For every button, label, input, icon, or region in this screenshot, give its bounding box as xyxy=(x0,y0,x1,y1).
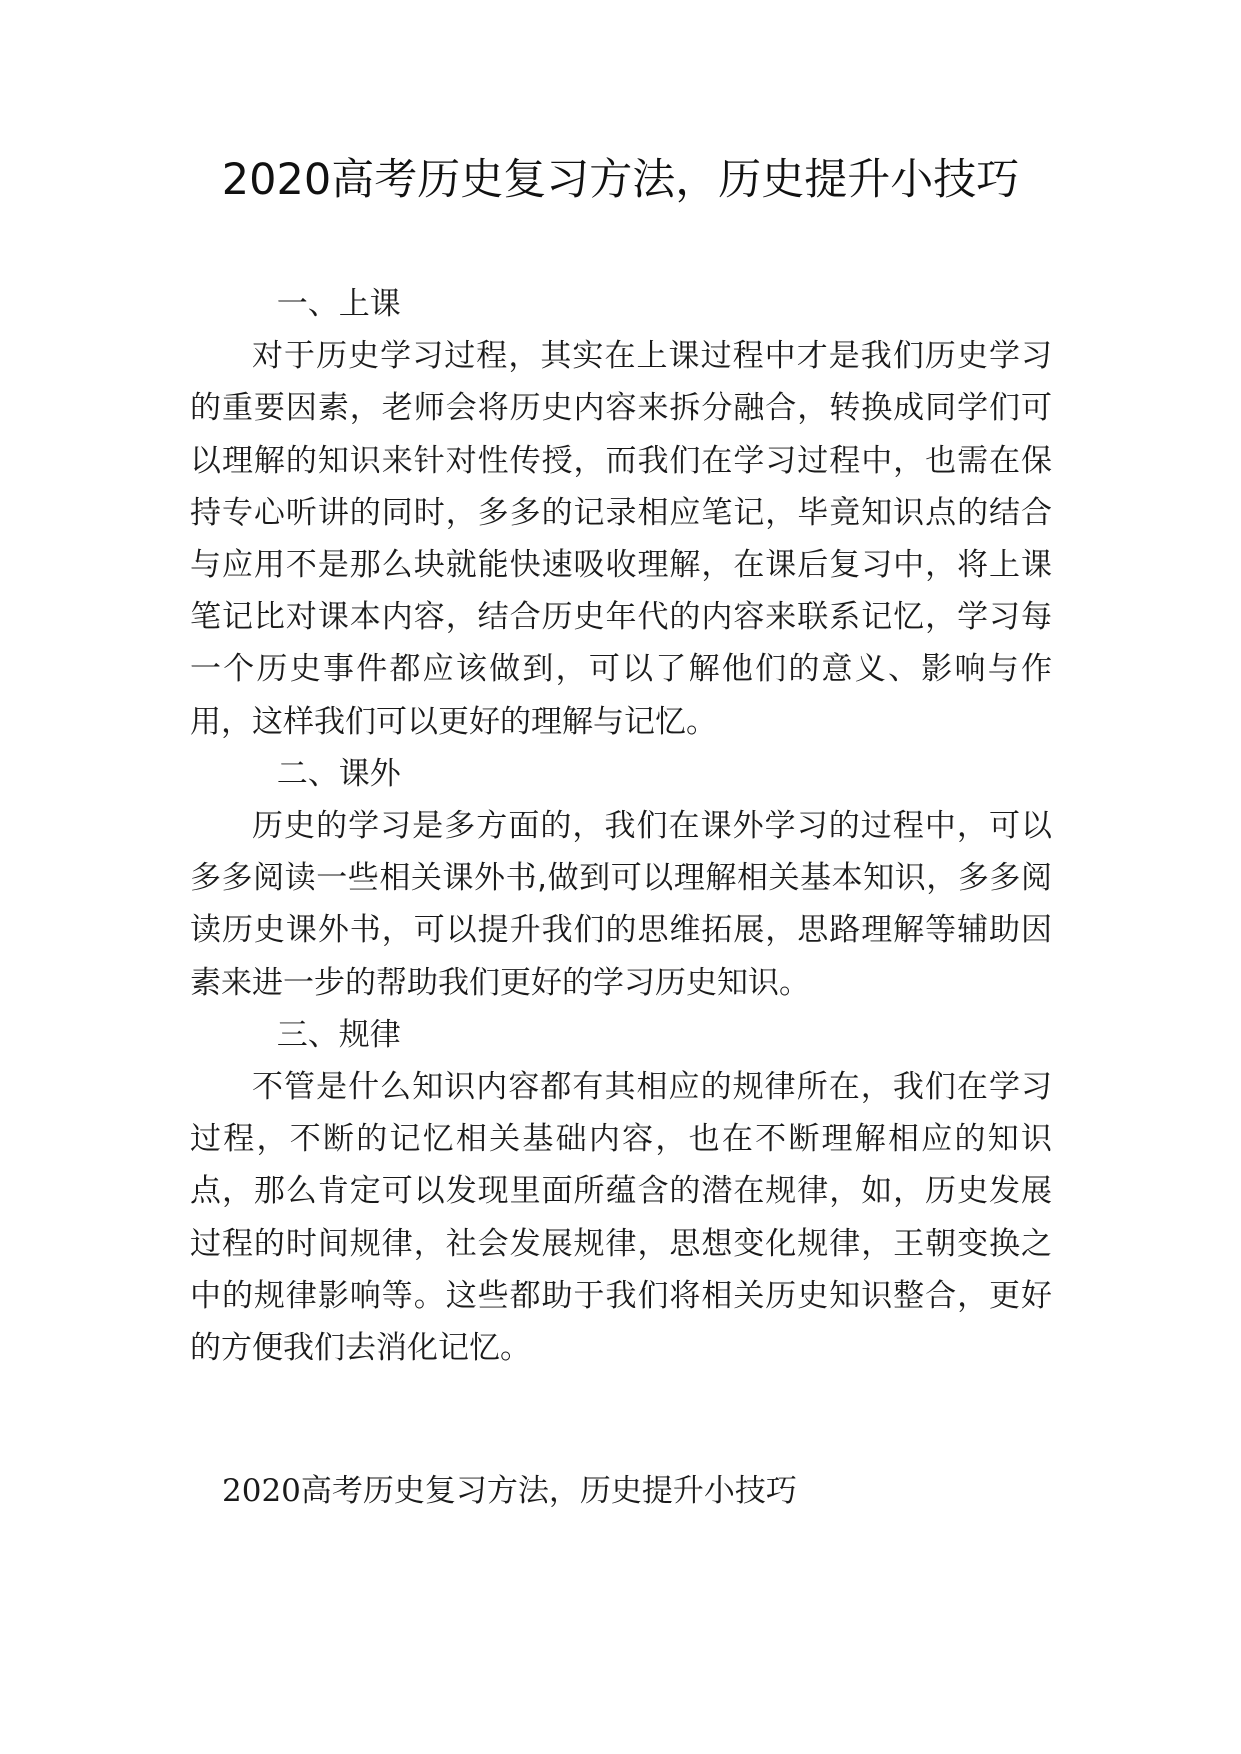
document-title: 2020高考历史复习方法，历史提升小技巧 xyxy=(221,155,1020,205)
section-paragraph-extracurricular: 历史的学习是多方面的，我们在课外学习的过程中，可以多多阅读一些相关课外书,做到可以理解相关基本知识，多多阅读历史课外书，可以提升我们的思维拓展，思路理解等辅助因素来进一步的帮助我们更好的学习历史知识。 xyxy=(190,808,1052,1001)
section-heading-class: 一、上课 xyxy=(276,286,401,322)
section-paragraph-class: 对于历史学习过程，其实在上课过程中才是我们历史学习的重要因素，老师会将历史内容来拆分融合，转换成同学们可以理解的知识来针对性传授，而我们在学习过程中，也需在保持专心听讲的同时，多多的记录相应笔记，毕竟知识点的结合与应用不是那么块就能快速吸收理解，在课后复习中，将上课笔记比对课本内容，结合历史年代的内容来联系记忆，学习每一个历史事件都应该做到，可以了解他们的意义、影响与作用，这样我们可以更好的理解与记忆。 xyxy=(190,338,1052,740)
footer-title: 2020高考历史复习方法，历史提升小技巧 xyxy=(222,1473,797,1509)
section-heading-extracurricular: 二、课外 xyxy=(276,755,401,792)
section-heading-patterns: 三、规律 xyxy=(276,1016,401,1053)
section-paragraph-patterns: 不管是什么知识内容都有其相应的规律所在，我们在学习过程，不断的记忆相关基础内容，也在不断理解相应的知识点，那么肯定可以发现里面所蕴含的潜在规律，如，历史发展过程的时间规律，社会发展规律，思想变化规律，王朝变换之中的规律影响等。这些都助于我们将相关历史知识整合，更好的方便我们去消化记忆。 xyxy=(190,1069,1052,1367)
document-body xyxy=(190,278,1052,1374)
